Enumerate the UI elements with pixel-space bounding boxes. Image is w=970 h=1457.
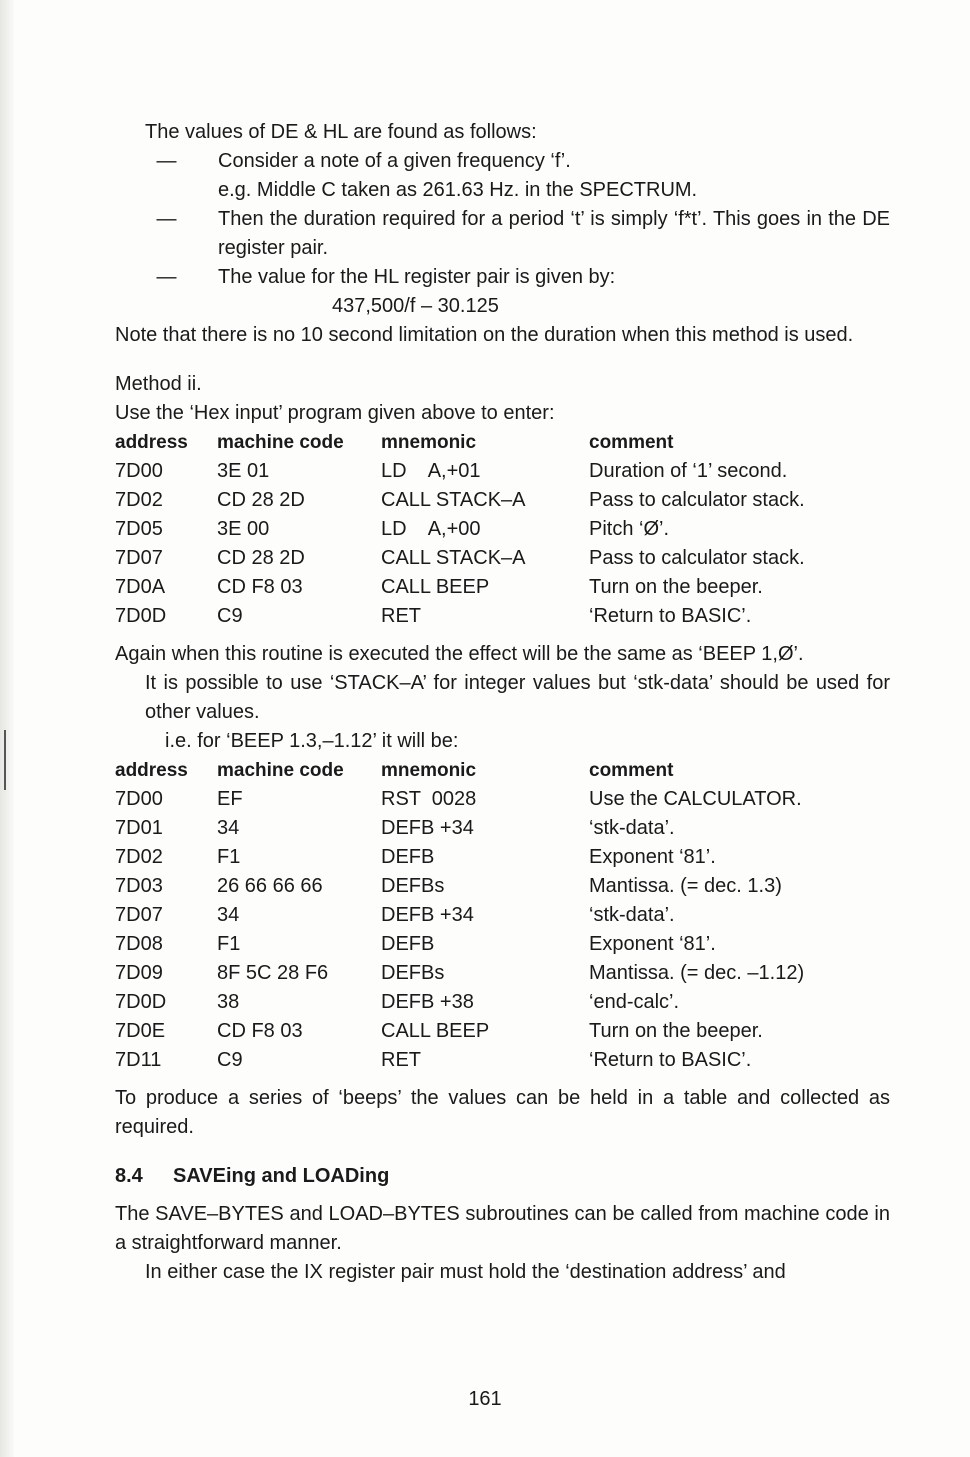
- method-title: Method ii.: [115, 373, 202, 395]
- header-comment: comment: [589, 760, 674, 781]
- cell-address: 7D02: [115, 489, 163, 511]
- cell-comment: Use the CALCULATOR.: [589, 788, 802, 810]
- cell-machine-code: 34: [217, 904, 240, 926]
- cell-mnemonic: DEFB: [381, 846, 435, 868]
- bullet-item: [115, 147, 890, 205]
- bullet-line: Consider a note of a given frequency ‘f’.: [218, 150, 571, 172]
- table-header-row: [115, 428, 890, 457]
- header-comment: comment: [589, 432, 674, 453]
- cell-machine-code: 34: [217, 817, 240, 839]
- cell-address: 7D07: [115, 547, 163, 569]
- cell-address: 7D00: [115, 788, 163, 810]
- bullet-item: [115, 263, 890, 292]
- cell-mnemonic: RET: [381, 605, 421, 627]
- paragraph-series: To produce a series of ‘beeps’ the values can be held in a table and collected as required.: [115, 1087, 890, 1138]
- table-row: [115, 1017, 890, 1046]
- table-row: [115, 573, 890, 602]
- cell-address: 7D11: [115, 1049, 162, 1071]
- cell-mnemonic: DEFB +38: [381, 991, 474, 1013]
- cell-address: 7D05: [115, 518, 163, 540]
- table-row: [115, 930, 890, 959]
- cell-comment: ‘stk-data’.: [589, 904, 675, 926]
- intro-lead: The values of DE & HL are found as follows:: [145, 121, 537, 143]
- cell-mnemonic: DEFB +34: [381, 817, 474, 839]
- method-intro: Use the ‘Hex input’ program given above to enter:: [115, 402, 555, 424]
- cell-machine-code: C9: [217, 1049, 243, 1071]
- cell-machine-code: EF: [217, 788, 243, 810]
- cell-address: 7D02: [115, 846, 163, 868]
- section-number: 8.4: [115, 1165, 143, 1187]
- table-row: [115, 785, 890, 814]
- note-paragraph: Note that there is no 10 second limitation on the duration when this method is used.: [115, 324, 854, 346]
- table-row: [115, 515, 890, 544]
- cell-mnemonic: LD A,+00: [381, 518, 481, 540]
- cell-comment: ‘Return to BASIC’.: [589, 1049, 752, 1071]
- cell-address: 7D0E: [115, 1020, 166, 1042]
- cell-machine-code: 3E 00: [217, 518, 270, 540]
- table-row: [115, 901, 890, 930]
- paragraph-again: Again when this routine is executed the effect will be the same as ‘BEEP 1,Ø’.: [115, 643, 804, 665]
- cell-comment: Mantissa. (= dec. –1.12): [589, 962, 805, 984]
- cell-mnemonic: LD A,+01: [381, 460, 481, 482]
- page-edge-mark: [4, 730, 6, 790]
- cell-mnemonic: CALL BEEP: [381, 1020, 490, 1042]
- header-mnemonic: mnemonic: [381, 760, 477, 781]
- bullet-item: [115, 205, 890, 263]
- paragraph-possible: It is possible to use ‘STACK–A’ for integer values but ‘stk-data’ should be used for other values.: [145, 672, 890, 723]
- cell-comment: Exponent ‘81’.: [589, 933, 716, 955]
- formula: 437,500/f – 30.125: [332, 295, 499, 317]
- cell-comment: Exponent ‘81’.: [589, 846, 716, 868]
- bullet-dash: —: [156, 208, 177, 230]
- cell-machine-code: 26 66 66 66: [217, 875, 323, 897]
- cell-machine-code: CD F8 03: [217, 1020, 303, 1042]
- cell-address: 7D01: [115, 817, 163, 839]
- page-body: [115, 118, 890, 1287]
- cell-address: 7D09: [115, 962, 163, 984]
- cell-comment: Mantissa. (= dec. 1.3): [589, 875, 782, 897]
- cell-mnemonic: RET: [381, 1049, 421, 1071]
- cell-comment: Duration of ‘1’ second.: [589, 460, 788, 482]
- code-table-1: [115, 428, 890, 631]
- table-row: [115, 959, 890, 988]
- page-edge-shadow: [0, 0, 14, 1457]
- cell-mnemonic: DEFBs: [381, 875, 445, 897]
- code-table-2: [115, 756, 890, 1075]
- page-number: 161: [468, 1388, 502, 1410]
- cell-comment: Pass to calculator stack.: [589, 489, 805, 511]
- cell-machine-code: 3E 01: [217, 460, 270, 482]
- section-heading: [115, 1162, 890, 1191]
- cell-address: 7D0D: [115, 991, 167, 1013]
- table-row: [115, 602, 890, 631]
- cell-machine-code: C9: [217, 605, 243, 627]
- table-row: [115, 988, 890, 1017]
- cell-address: 7D00: [115, 460, 163, 482]
- cell-comment: ‘Return to BASIC’.: [589, 605, 752, 627]
- cell-comment: Pitch ‘Ø’.: [589, 518, 670, 540]
- cell-mnemonic: DEFBs: [381, 962, 445, 984]
- cell-comment: Turn on the beeper.: [589, 1020, 763, 1042]
- table-row: [115, 486, 890, 515]
- cell-mnemonic: DEFB +34: [381, 904, 474, 926]
- header-mnemonic: mnemonic: [381, 432, 477, 453]
- cell-mnemonic: CALL STACK–A: [381, 489, 526, 511]
- bullet-line: Then the duration required for a period ‘t’ is simply ‘f*t’. This goes in the DE register pair.: [218, 208, 890, 259]
- cell-machine-code: F1: [217, 846, 241, 868]
- section-title: SAVEing and LOADing: [173, 1165, 390, 1187]
- cell-mnemonic: CALL STACK–A: [381, 547, 526, 569]
- paragraph-either: In either case the IX register pair must hold the ‘destination address’ and: [145, 1261, 786, 1283]
- bullet-line: The value for the HL register pair is given by:: [218, 266, 616, 288]
- paragraph-save: The SAVE–BYTES and LOAD–BYTES subroutines can be called from machine code in a straightforward manner.: [115, 1203, 890, 1254]
- table-row: [115, 457, 890, 486]
- cell-address: 7D0A: [115, 576, 166, 598]
- cell-machine-code: CD 28 2D: [217, 547, 305, 569]
- table-row: [115, 544, 890, 573]
- cell-comment: ‘stk-data’.: [589, 817, 675, 839]
- header-machine-code: machine code: [217, 760, 344, 781]
- cell-address: 7D03: [115, 875, 163, 897]
- table-row: [115, 1046, 890, 1075]
- ie-line: i.e. for ‘BEEP 1.3,–1.12’ it will be:: [165, 730, 459, 752]
- cell-address: 7D08: [115, 933, 163, 955]
- cell-machine-code: CD 28 2D: [217, 489, 305, 511]
- cell-machine-code: F1: [217, 933, 241, 955]
- table-header-row: [115, 756, 890, 785]
- cell-machine-code: CD F8 03: [217, 576, 303, 598]
- cell-mnemonic: RST 0028: [381, 788, 477, 810]
- header-address: address: [115, 432, 188, 453]
- table-row: [115, 872, 890, 901]
- bullet-dash: —: [156, 150, 177, 172]
- cell-mnemonic: CALL BEEP: [381, 576, 490, 598]
- cell-machine-code: 38: [217, 991, 240, 1013]
- cell-address: 7D07: [115, 904, 163, 926]
- table-row: [115, 814, 890, 843]
- bullet-dash: —: [156, 266, 177, 288]
- cell-mnemonic: DEFB: [381, 933, 435, 955]
- cell-comment: ‘end-calc’.: [589, 991, 680, 1013]
- cell-address: 7D0D: [115, 605, 167, 627]
- cell-comment: Pass to calculator stack.: [589, 547, 805, 569]
- table-row: [115, 843, 890, 872]
- cell-machine-code: 8F 5C 28 F6: [217, 962, 329, 984]
- header-address: address: [115, 760, 188, 781]
- bullet-line: e.g. Middle C taken as 261.63 Hz. in the SPECTRUM.: [218, 179, 698, 201]
- header-machine-code: machine code: [217, 432, 344, 453]
- cell-comment: Turn on the beeper.: [589, 576, 763, 598]
